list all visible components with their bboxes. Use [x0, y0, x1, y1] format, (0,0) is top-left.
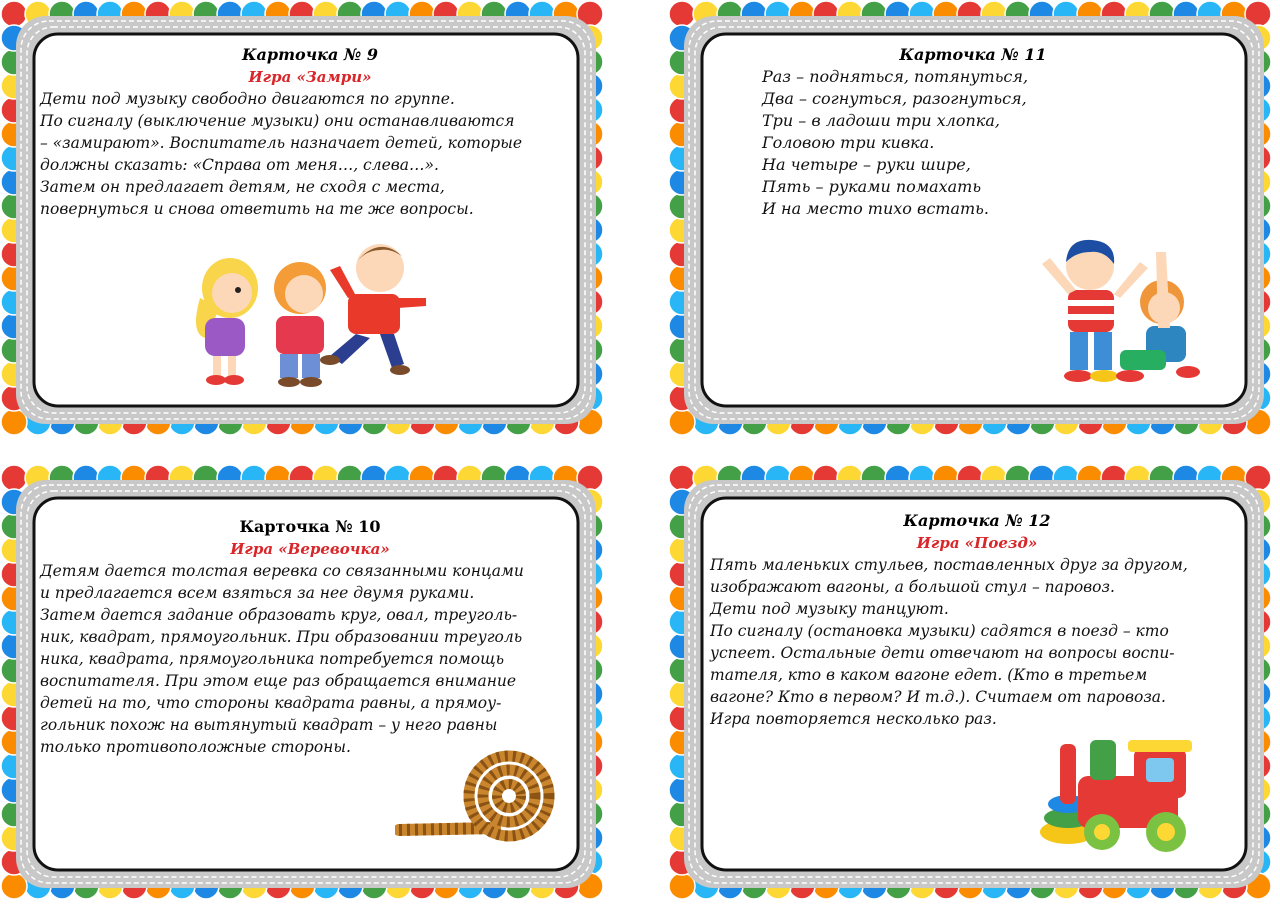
card-content [710, 510, 1244, 730]
scallop-dot [1, 465, 27, 491]
card-title: Карточка № 10 [239, 517, 381, 536]
boy-figure [1116, 252, 1200, 382]
card-content [40, 44, 580, 220]
card-text: Дети под музыку свободно двигаются по группе. По сигналу (выключение музыки) они останавливаются – «замирают». Воспитатель назначает детей, которые должны сказать: «Справа от меня…, слева…». Затем он предлагает детям, не сходя с места, повернуться и снова ответить на те же вопросы. [40, 90, 523, 218]
card-title: Карточка № 9 [241, 45, 378, 64]
card-9 [0, 0, 612, 440]
children-illustration [180, 238, 440, 390]
card-content [708, 44, 1238, 220]
boy-figure [320, 244, 426, 375]
card-text: Раз – подняться, потянуться, Два – согнуться, разогнуться, Три – в ладоши три хлопка, Головою три кивка. На четыре – руки шире, Пять – руками помахать И на место тихо встать. [762, 67, 1029, 218]
boy-figure [274, 262, 326, 387]
rope-coil-illustration [395, 748, 565, 844]
game-title: Игра «Поезд» [916, 534, 1038, 552]
card-text: Пять маленьких стульев, поставленных друг за другом, изображают вагоны, а большой стул – паровоз. Дети под музыку танцуют. По сигналу (остановка музыки) садятся в поезд – кто успеет. Остальные дети отвечают на вопросы воспи- тателя, кто в каком вагоне едет. (Кто в третьем вагоне? Кто в первом? И т.д.). Считаем от паровоза. Игра повторяется несколько раз. [710, 556, 1188, 728]
children-exercise-illustration [1038, 232, 1208, 392]
game-title: Игра «Замри» [248, 68, 372, 86]
scallop-dot [669, 1, 695, 27]
scallop-dot [1, 1, 27, 27]
card-text: Детям дается толстая веревка со связанными концами и предлагается всем взяться за нее двумя руками. Затем дается задание образовать круг, овал, треуголь- ник, квадрат, прямоугольник. При образовании треуголь ника, квадрата, прямоугольника потребуется помощь воспитателя. При этом еще раз обращается внимание детей на то, что стороны квадрата равны, а прямоу- гольник похож на вытянутый квадрат – у него равны только противоположные стороны. [40, 562, 524, 756]
card-content [40, 516, 580, 758]
game-title: Игра «Веревочка» [230, 540, 390, 558]
card-title: Карточка № 11 [899, 45, 1047, 64]
toy-train-illustration [1038, 736, 1208, 860]
card-11 [668, 0, 1280, 440]
card-12 [668, 464, 1280, 904]
girl-figure [196, 258, 258, 385]
card-title: Карточка № 12 [903, 511, 1051, 530]
scallop-dot [669, 465, 695, 491]
card-10 [0, 464, 612, 904]
